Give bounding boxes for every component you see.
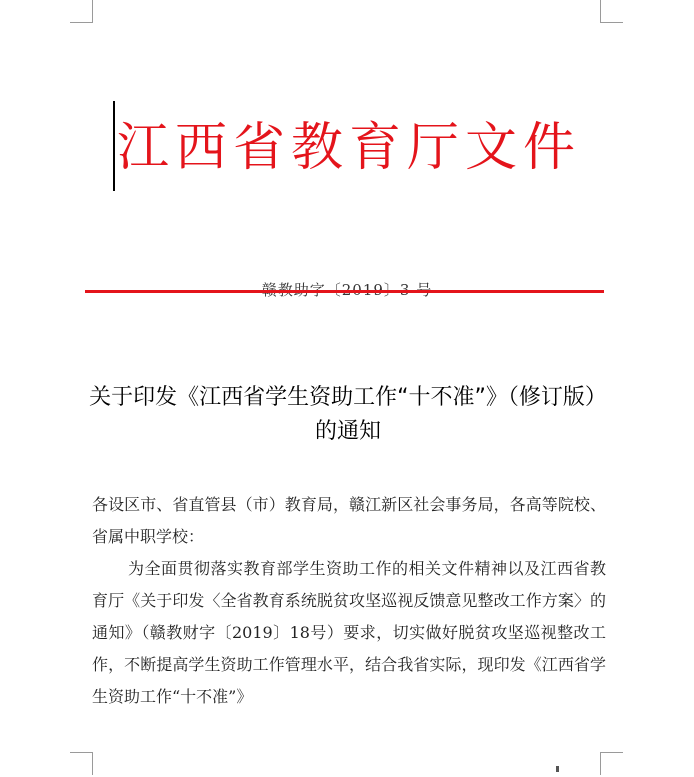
red-separator-line [85,290,604,293]
text-cursor [113,101,115,191]
document-masthead: 江西省教育厅文件 [117,118,582,178]
crop-mark-top-right [600,0,623,23]
body-paragraph: 为全面贯彻落实教育部学生资助工作的相关文件精神以及江西省教育厅《关于印发〈全省教育系统脱贫攻坚巡视反馈意见整改工作方案〉的通知》（赣教财字〔2019〕18号）要求，切实做好脱贫攻坚巡视整改工作，不断提高学生资助工作管理水平，结合我省实际，现印发《江西省学生资助工作“十不准”》 [92,559,606,706]
document-body [92,489,606,713]
page-footer-mark [556,766,559,772]
crop-mark-bottom-right [600,752,623,775]
addressee-paragraph: 各设区市、省直管县（市）教育局，赣江新区社会事务局，各高等院校、省属中职学校： [92,495,606,546]
crop-mark-bottom-left [70,752,93,775]
document-title: 关于印发《江西省学生资助工作“十不准”》（修订版）的通知 [89,385,607,444]
crop-mark-top-left [70,0,93,23]
